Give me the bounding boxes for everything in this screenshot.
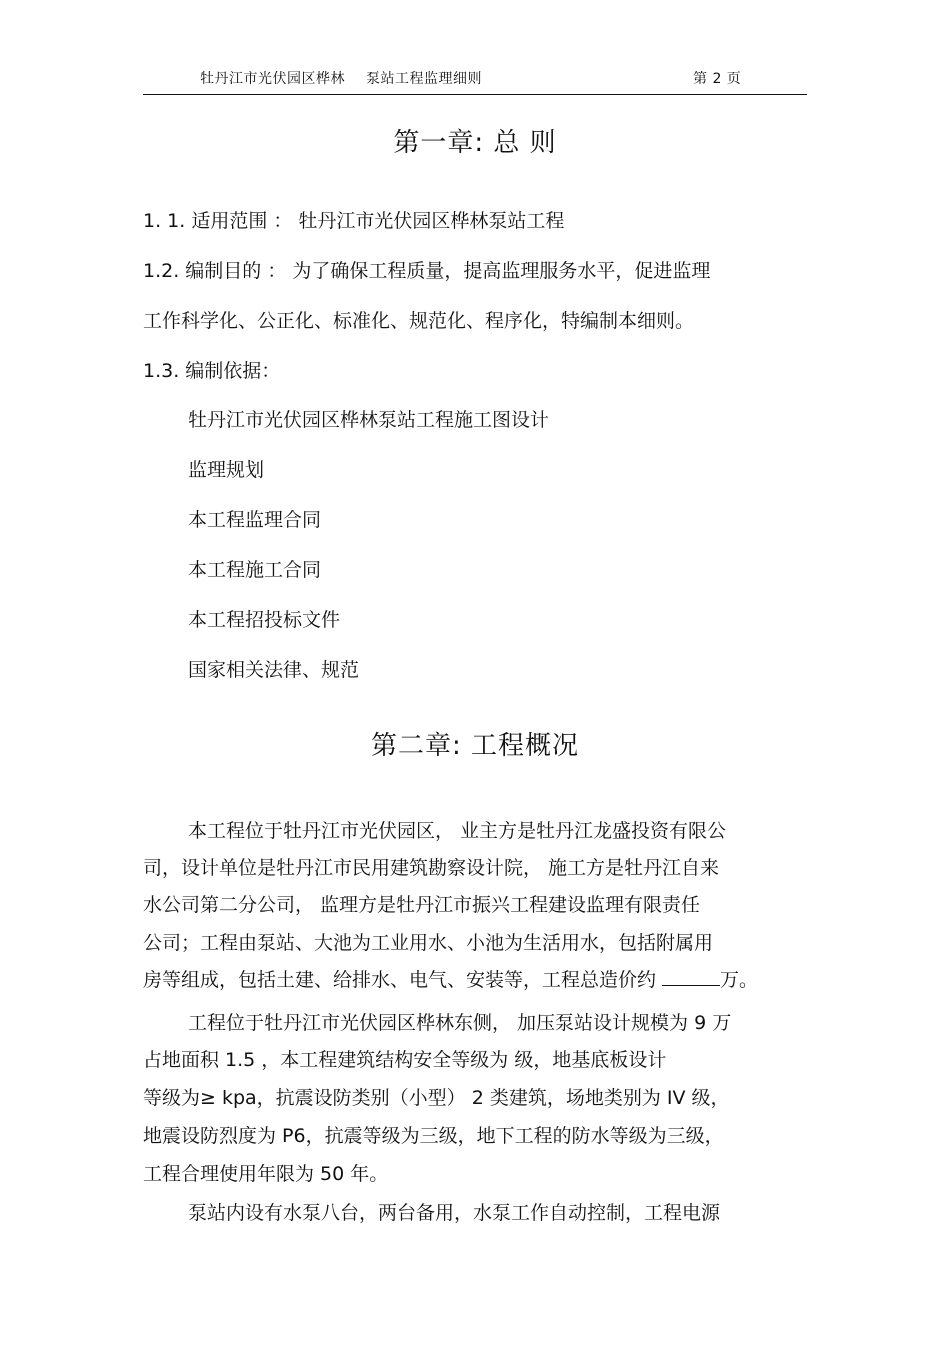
section-1-2-cont: 工作科学化、公正化、标准化、规范化、程序化，特编制本细则。 (143, 310, 695, 332)
basis-item: 监理规划 (188, 459, 265, 481)
basis-item: 本工程监理合同 (188, 509, 322, 531)
section-1-1: 1. 1. 适用范围 ： 牡丹江市光伏园区桦林泵站工程 (143, 210, 565, 232)
cost-blank (662, 967, 720, 986)
chapter-1-title: 第一章: 总 则 (393, 128, 557, 158)
basis-item: 本工程施工合同 (188, 559, 322, 581)
header-subtitle: 泵站工程监理细则 (366, 71, 482, 87)
header-divider (143, 94, 807, 95)
overview-p1-line: 公司；工程由泵站、大池为工业用水、小池为生活用水，包括附属用 (143, 932, 714, 954)
overview-p2-line: 等级为≥ kpa，抗震设防类别（小型） 2 类建筑，场地类别为 IV 级， (143, 1087, 730, 1109)
section-1-3: 1.3. 编制依据： (143, 360, 281, 382)
overview-p1-line: 司，设计单位是牡丹江市民用建筑勘察设计院， 施工方是牡丹江自来 (143, 857, 720, 879)
page-number: 第 2 页 (693, 71, 742, 87)
section-1-2: 1.2. 编制目的 ： 为了确保工程质量，提高监理服务水平，促进监理 (143, 260, 711, 282)
basis-item: 本工程招投标文件 (188, 609, 341, 631)
overview-p1-line: 本工程位于牡丹江市光伏园区， 业主方是牡丹江龙盛投资有限公 (188, 820, 727, 842)
basis-item: 国家相关法律、规范 (188, 659, 360, 681)
overview-p2-line: 地震设防烈度为 P6，抗震等级为三级，地下工程的防水等级为三级， (143, 1125, 724, 1147)
overview-p2-line: 工程位于牡丹江市光伏园区桦林东侧， 加压泵站设计规模为 9 万 (188, 1012, 732, 1034)
overview-p1-line: 水公司第二分公司， 监理方是牡丹江市振兴工程建设监理有限责任 (143, 894, 701, 916)
overview-p3-line: 泵站内设有水泵八台，两台备用，水泵工作自动控制，工程电源 (188, 1202, 721, 1224)
overview-p1-last-line (143, 965, 758, 992)
chapter-2-title: 第二章: 工程概况 (370, 731, 580, 761)
overview-p2-line: 占地面积 1.5 ，本工程建筑结构安全等级为 级，地基底板设计 (143, 1049, 667, 1071)
overview-p1-text: 房等组成，包括土建、给排水、电气、安装等，工程总造价约 (143, 969, 663, 991)
header-title: 牡丹江市光伏园区桦林 (200, 71, 345, 87)
overview-p1-end: 万。 (720, 969, 759, 991)
basis-item: 牡丹江市光伏园区桦林泵站工程施工图设计 (188, 409, 550, 431)
overview-p2-line: 工程合理使用年限为 50 年。 (143, 1163, 389, 1185)
